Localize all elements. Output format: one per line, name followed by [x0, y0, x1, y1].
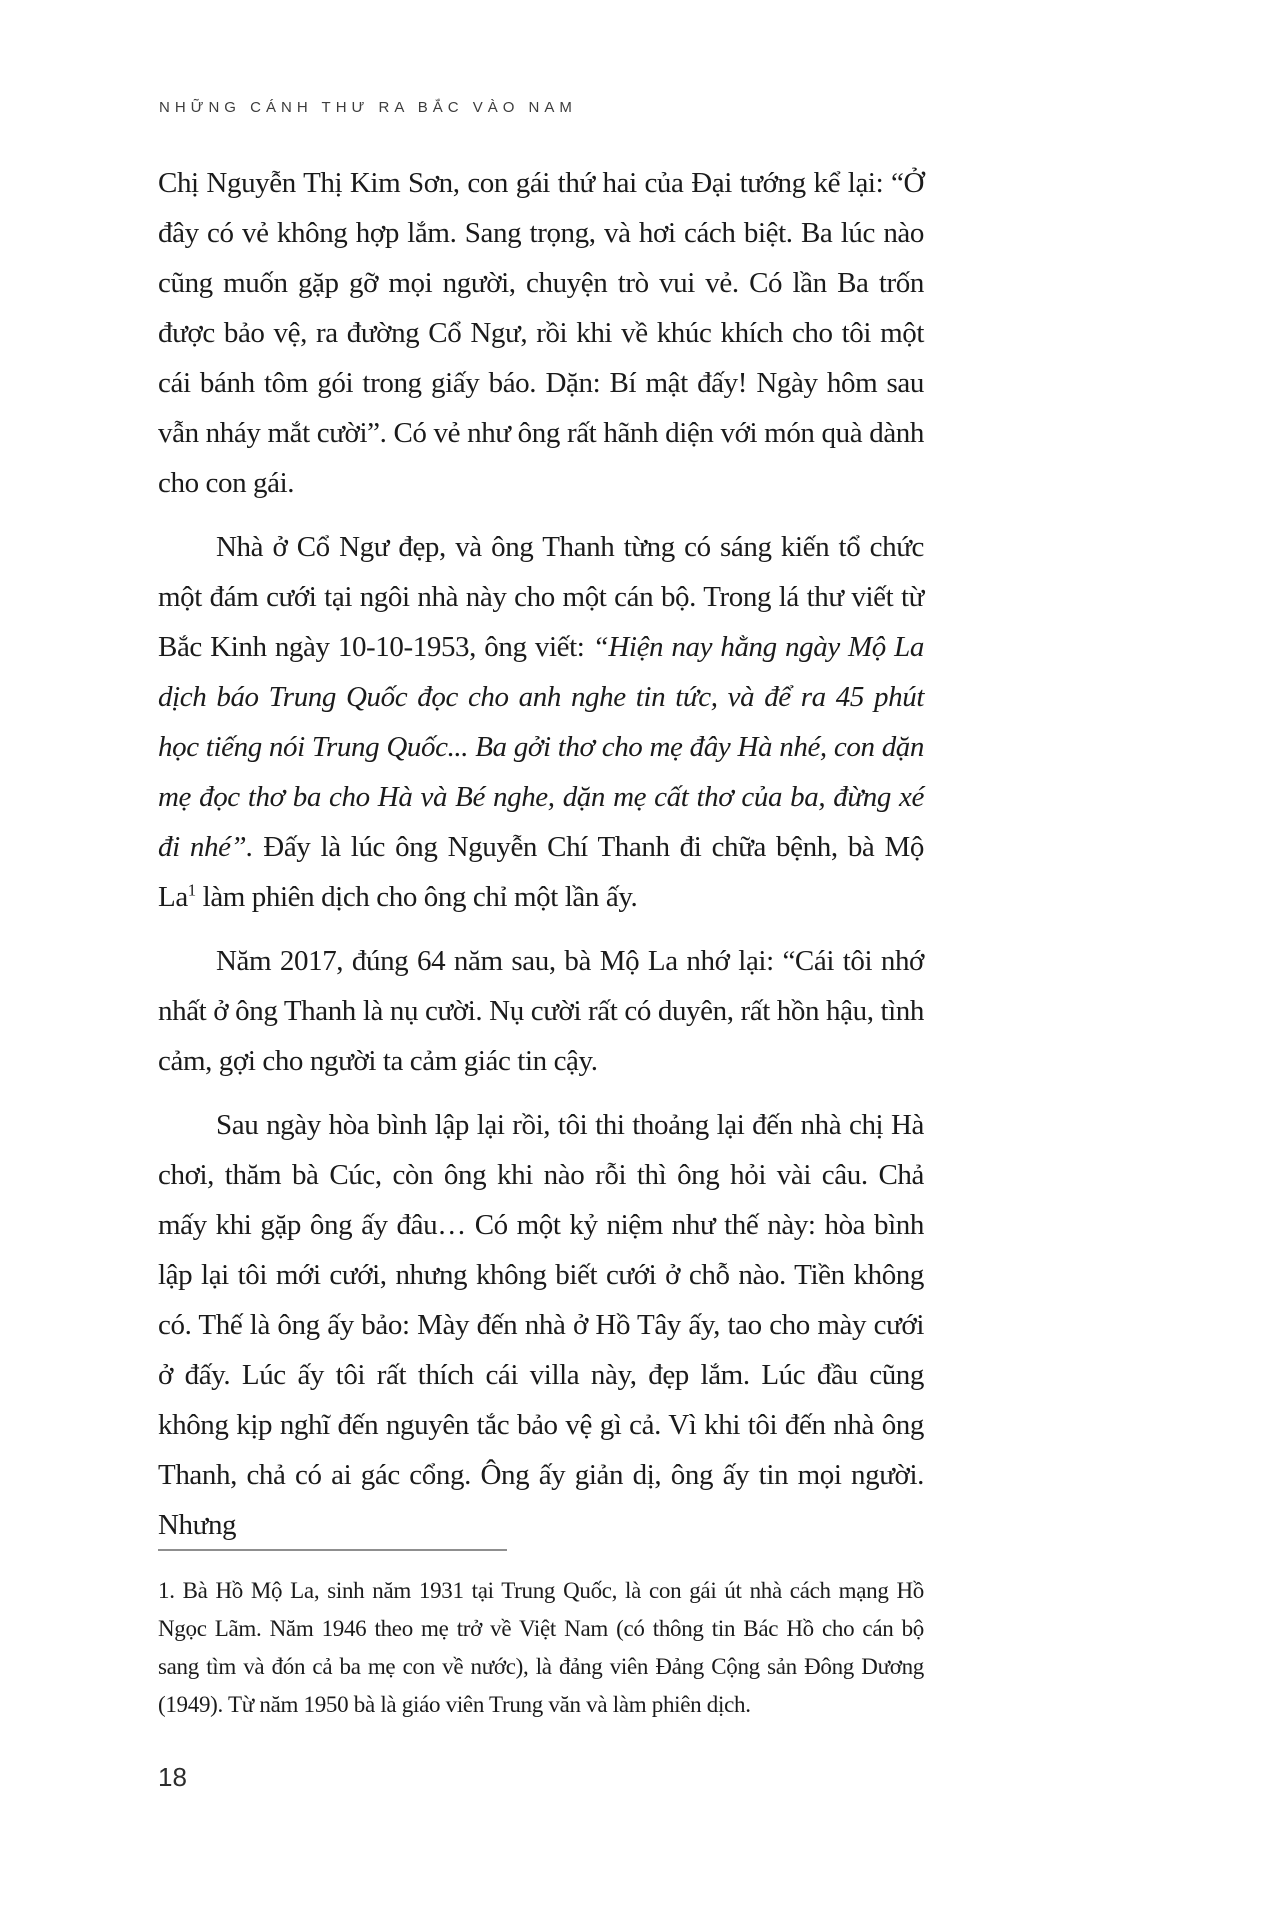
paragraph: [158, 936, 924, 1086]
text-run: Năm 2017, đúng 64 năm sau, bà Mộ La nhớ lại: “Cái tôi nhớ nhất ở ông Thanh là nụ cười. Nụ cười rất có duyên, rất hồn hậu, tình cảm, gợi cho người ta cảm giác tin cậy.: [158, 945, 924, 1077]
page-number: 18: [158, 1762, 187, 1792]
running-head: NHỮNG CÁNH THƯ RA BẮC VÀO NAM: [159, 99, 577, 116]
paragraph: [158, 1100, 924, 1550]
text-run: Nhà ở Cổ Ngư đẹp, và ông Thanh từng có sáng kiến tổ chức một đám cưới tại ngôi nhà này cho một cán bộ. Trong lá thư viết từ Bắc Kinh ngày 10-10-1953, ông viết:: [158, 531, 924, 663]
text-run: “Hiện nay hằng ngày Mộ La dịch báo Trung Quốc đọc cho anh nghe tin tức, và để ra 45 phút học tiếng nói Trung Quốc... Ba gởi thơ cho mẹ đây Hà nhé, con dặn mẹ đọc thơ ba cho Hà và Bé nghe, dặn mẹ cất thơ của ba, đừng xé đi nhé”.: [158, 631, 925, 863]
paragraph: [158, 158, 924, 508]
paragraph: [158, 522, 924, 922]
footnote: 1. Bà Hồ Mộ La, sinh năm 1931 tại Trung Quốc, là con gái út nhà cách mạng Hồ Ngọc Lãm. Năm 1946 theo mẹ trở về Việt Nam (có thông tin Bác Hồ cho cán bộ sang tìm và đón cả ba mẹ con về nước), là đảng viên Đảng Cộng sản Đông Dương (1949). Từ năm 1950 bà là giáo viên Trung văn và làm phiên dịch.: [158, 1578, 924, 1717]
footnote-reference: 1: [187, 880, 196, 900]
text-run: Chị Nguyễn Thị Kim Sơn, con gái thứ hai của Đại tướng kể lại: “Ở đây có vẻ không hợp lắm. Sang trọng, và hơi cách biệt. Ba lúc nào cũng muốn gặp gỡ mọi người, chuyện trò vui vẻ. Có lần Ba trốn được bảo vệ, ra đường Cổ Ngư, rồi khi về khúc khích cho tôi một cái bánh tôm gói trong giấy báo. Dặn: Bí mật đấy! Ngày hôm sau vẫn nháy mắt cười”. Có vẻ như ông rất hãnh diện với món quà dành cho con gái.: [158, 167, 924, 499]
text-run: Đấy là lúc ông Nguyễn Chí Thanh đi chữa bệnh, bà Mộ La: [158, 831, 925, 913]
text-run: Sau ngày hòa bình lập lại rồi, tôi thi thoảng lại đến nhà chị Hà chơi, thăm bà Cúc, còn ông khi nào rỗi thì ông hỏi vài câu. Chả mấy khi gặp ông ấy đâu… Có một kỷ niệm như thế này: hòa bình lập lại tôi mới cưới, nhưng không biết cưới ở chỗ nào. Tiền không có. Thế là ông ấy bảo: Mày đến nhà ở Hồ Tây ấy, tao cho mày cưới ở đấy. Lúc ấy tôi rất thích cái villa này, đẹp lắm. Lúc đầu cũng không kịp nghĩ đến nguyên tắc bảo vệ gì cả. Vì khi tôi đến nhà ông Thanh, chả có ai gác cổng. Ông ấy giản dị, ông ấy tin mọi người. Nhưng: [158, 1109, 924, 1541]
footnote-divider: [158, 1549, 507, 1551]
body-text: [158, 158, 924, 1564]
text-run: làm phiên dịch cho ông chỉ một lần ấy.: [195, 881, 638, 913]
